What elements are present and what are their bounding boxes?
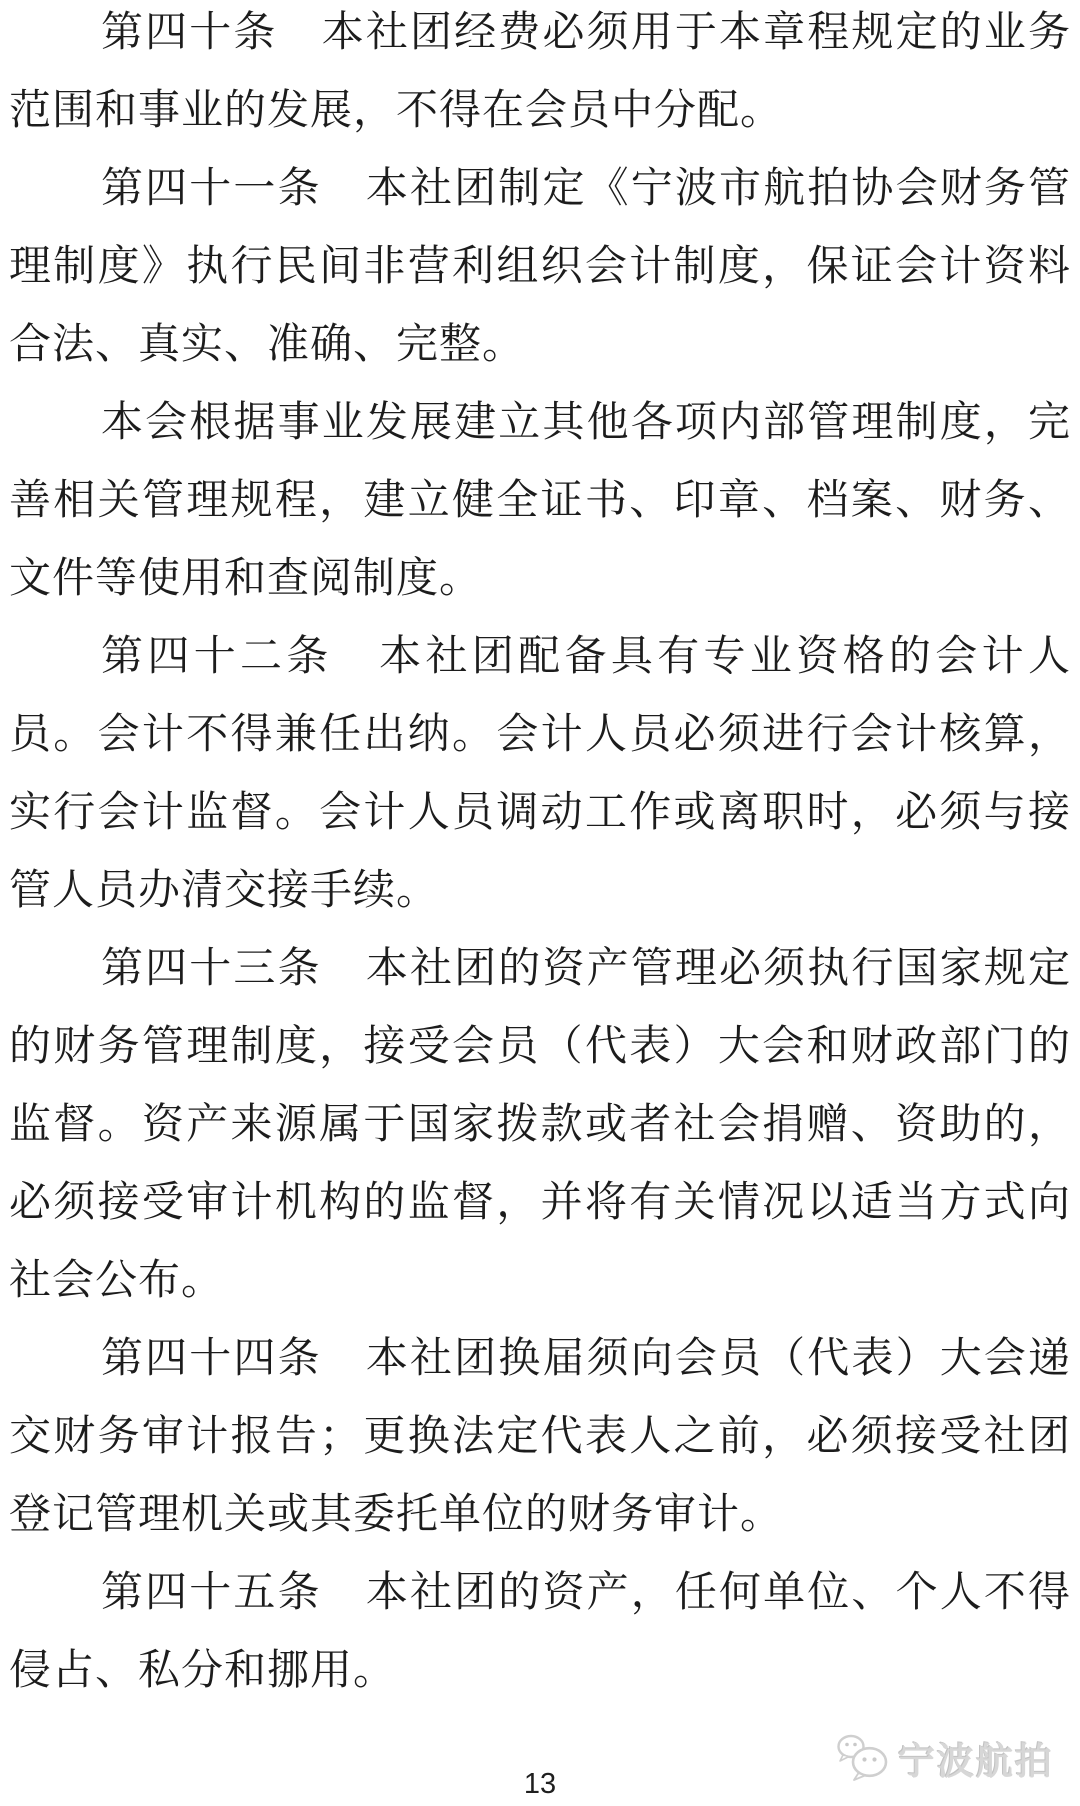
article-paragraph-45: [9, 1554, 1071, 1710]
article-text: 本社团经费必须用于本章程规定的业务范围和事业的发展，不得在会员中分配。: [9, 10, 1071, 134]
article-text: 本社团制定《宁波市航拍协会财务管理制度》执行民间非营利组织会计制度，保证会计资料合法、真实、准确、完整。: [9, 166, 1071, 368]
watermark-label: 宁波航拍: [898, 1742, 1054, 1783]
article-paragraph-40: [9, 0, 1071, 150]
page-number: 13: [523, 1768, 557, 1800]
article-paragraph-43: [9, 930, 1071, 1320]
article-paragraph-42: [9, 618, 1071, 930]
document-body: [9, 0, 1071, 1710]
article-paragraph-41-supplement: [9, 384, 1071, 618]
article-number: 第四十四条: [101, 1336, 322, 1382]
article-text: 本社团的资产，任何单位、个人不得侵占、私分和挪用。: [9, 1570, 1071, 1694]
article-number: 第四十条: [101, 10, 278, 56]
article-text: 本会根据事业发展建立其他各项内部管理制度，完善相关管理规程，建立健全证书、印章、档案、财务、文件等使用和查阅制度。: [9, 400, 1071, 602]
article-number: 第四十一条: [101, 166, 322, 212]
article-text: 本社团的资产管理必须执行国家规定的财务管理制度，接受会员（代表）大会和财政部门的监督。资产来源属于国家拨款或者社会捐赠、资助的，必须接受审计机构的监督，并将有关情况以适当方式向社会公布。: [9, 946, 1071, 1304]
article-text: 本社团配备具有专业资格的会计人员。会计不得兼任出纳。会计人员必须进行会计核算，实行会计监督。会计人员调动工作或离职时，必须与接管人员办清交接手续。: [9, 634, 1071, 914]
article-text: 本社团换届须向会员（代表）大会递交财务审计报告；更换法定代表人之前，必须接受社团登记管理机关或其委托单位的财务审计。: [9, 1336, 1071, 1538]
article-number: 第四十二条: [101, 634, 333, 680]
article-paragraph-41: [9, 150, 1071, 384]
article-paragraph-44: [9, 1320, 1071, 1554]
article-number: 第四十五条: [101, 1570, 322, 1616]
article-number: 第四十三条: [101, 946, 322, 992]
